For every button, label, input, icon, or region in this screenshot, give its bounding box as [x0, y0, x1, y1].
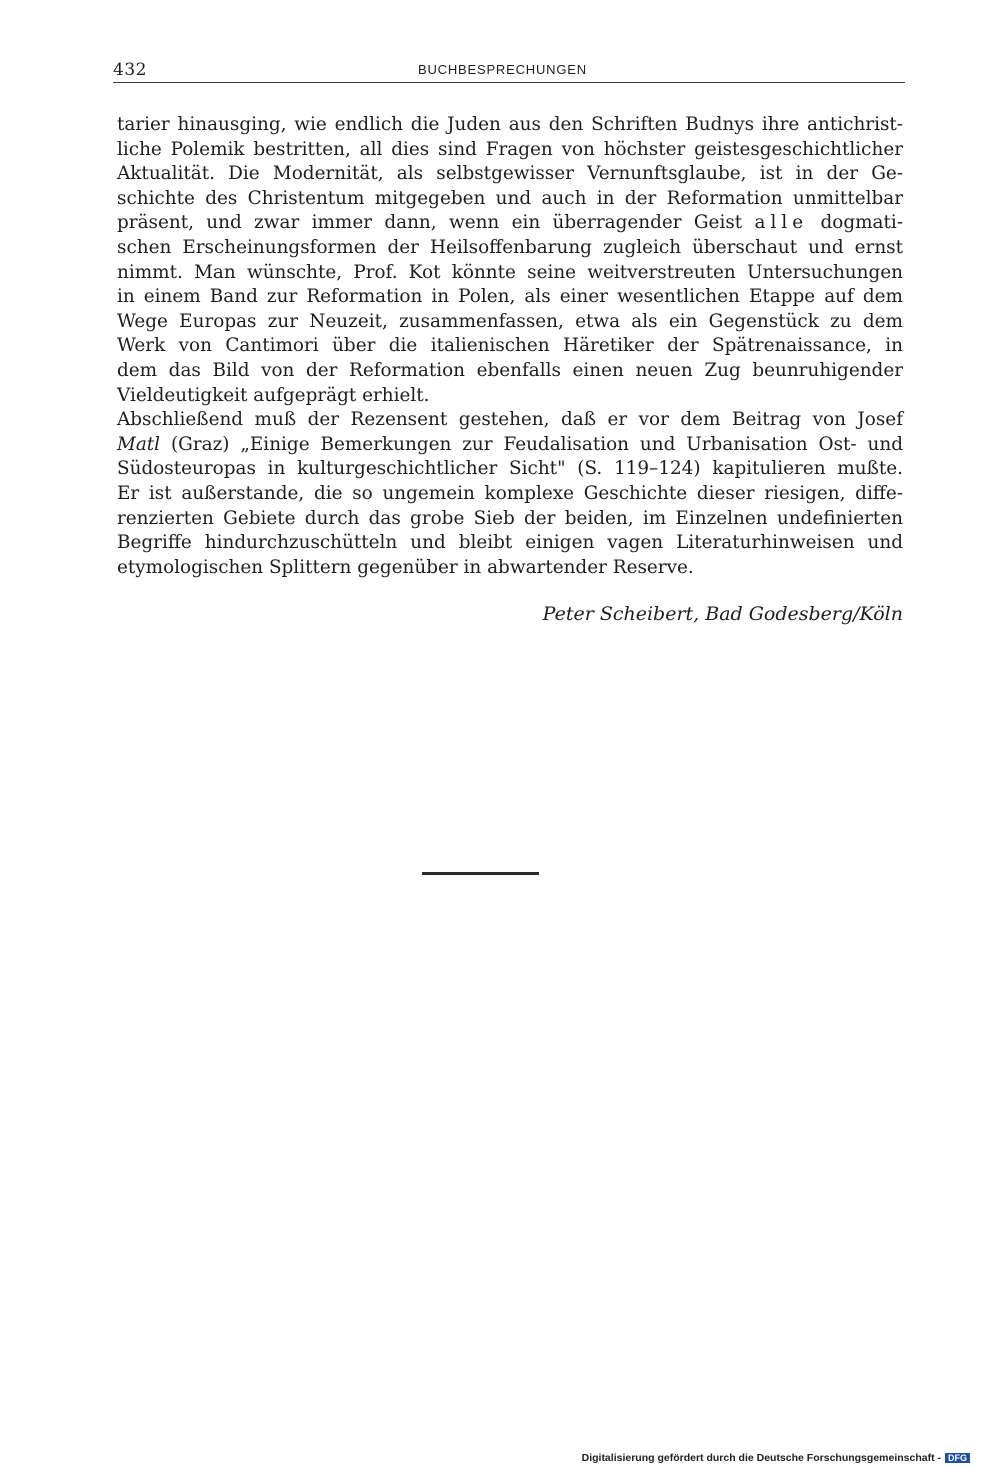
text-line: liche Polemik bestritten, all dies sind Fragen von höchster geistesgeschichtlicher: [117, 138, 903, 160]
text-line: Er ist außerstande, die so ungemein komplexe Geschichte dieser riesigen, diffe-: [117, 482, 903, 504]
text-line: schichte des Christentum mitgegeben und auch in der Reformation unmittelbar: [117, 187, 903, 209]
text-segment: präsent, und zwar immer dann, wenn ein überragender Geist: [117, 212, 743, 234]
text-segment: (Graz) „Einige Bemerkungen zur Feudalisation und Urbanisation Ost- und: [160, 433, 903, 455]
text-line: nimmt. Man wünschte, Prof. Kot könnte seine weitverstreuten Untersuchungen: [117, 261, 903, 283]
text-line: renzierten Gebiete durch das grobe Sieb der beiden, im Einzelnen undefinierten: [117, 507, 903, 529]
text-line: Werk von Cantimori über die italienischen Häretiker der Spätrenaissance, in: [117, 335, 903, 357]
section-separator: [422, 872, 539, 875]
page-header: [113, 58, 905, 83]
author-name: Matl: [117, 433, 161, 455]
text-line: tarier hinausging, wie endlich die Juden aus den Schriften Budnys ihre antichrist-: [117, 114, 903, 135]
text-line: Begriffe hindurchzuschütteln und bleibt einigen vagen Literaturhinweisen und: [117, 532, 903, 554]
text-line: Aktualität. Die Modernität, als selbstgewisser Vernunftsglaube, ist in der Ge-: [117, 163, 903, 185]
text-segment: dogmati-: [820, 212, 903, 234]
text-line: Wege Europas zur Neuzeit, zusammenfassen, etwa als ein Gegenstück zu dem: [117, 310, 903, 332]
text-line: Vieldeutigkeit aufgeprägt erhielt.: [117, 384, 430, 406]
text-line: in einem Band zur Reformation in Polen, als einer wesentlichen Etappe auf dem: [117, 286, 903, 308]
text-line: [117, 211, 903, 236]
page-number: 432: [113, 60, 147, 80]
emphasized-word: alle: [754, 212, 809, 234]
running-head: BUCHBESPRECHUNGEN: [418, 62, 587, 77]
text-line: [117, 433, 903, 458]
text-line: dem das Bild von der Reformation ebenfalls einen neuen Zug beunruhigender: [117, 359, 903, 381]
text-line: etymologischen Splittern gegenüber in abwartender Reserve.: [117, 556, 694, 578]
text-line: Südosteuropas in kulturgeschichtlicher Sicht" (S. 119–124) kapitulieren mußte.: [117, 458, 903, 480]
digitization-footer: [582, 1452, 970, 1464]
review-body: [117, 113, 903, 580]
reviewer-signature: Peter Scheibert, Bad Godesberg/Köln: [542, 603, 903, 625]
footer-text: Digitalisierung gefördert durch die Deutsche Forschungsgemeinschaft -: [581, 1452, 941, 1464]
dfg-logo: DFG: [945, 1453, 970, 1463]
text-line: schen Erscheinungsformen der Heilsoffenbarung zugleich überschaut und ernst: [117, 236, 903, 258]
text-line: Abschließend muß der Rezensent gestehen, daß er vor dem Beitrag von Josef: [117, 409, 903, 431]
